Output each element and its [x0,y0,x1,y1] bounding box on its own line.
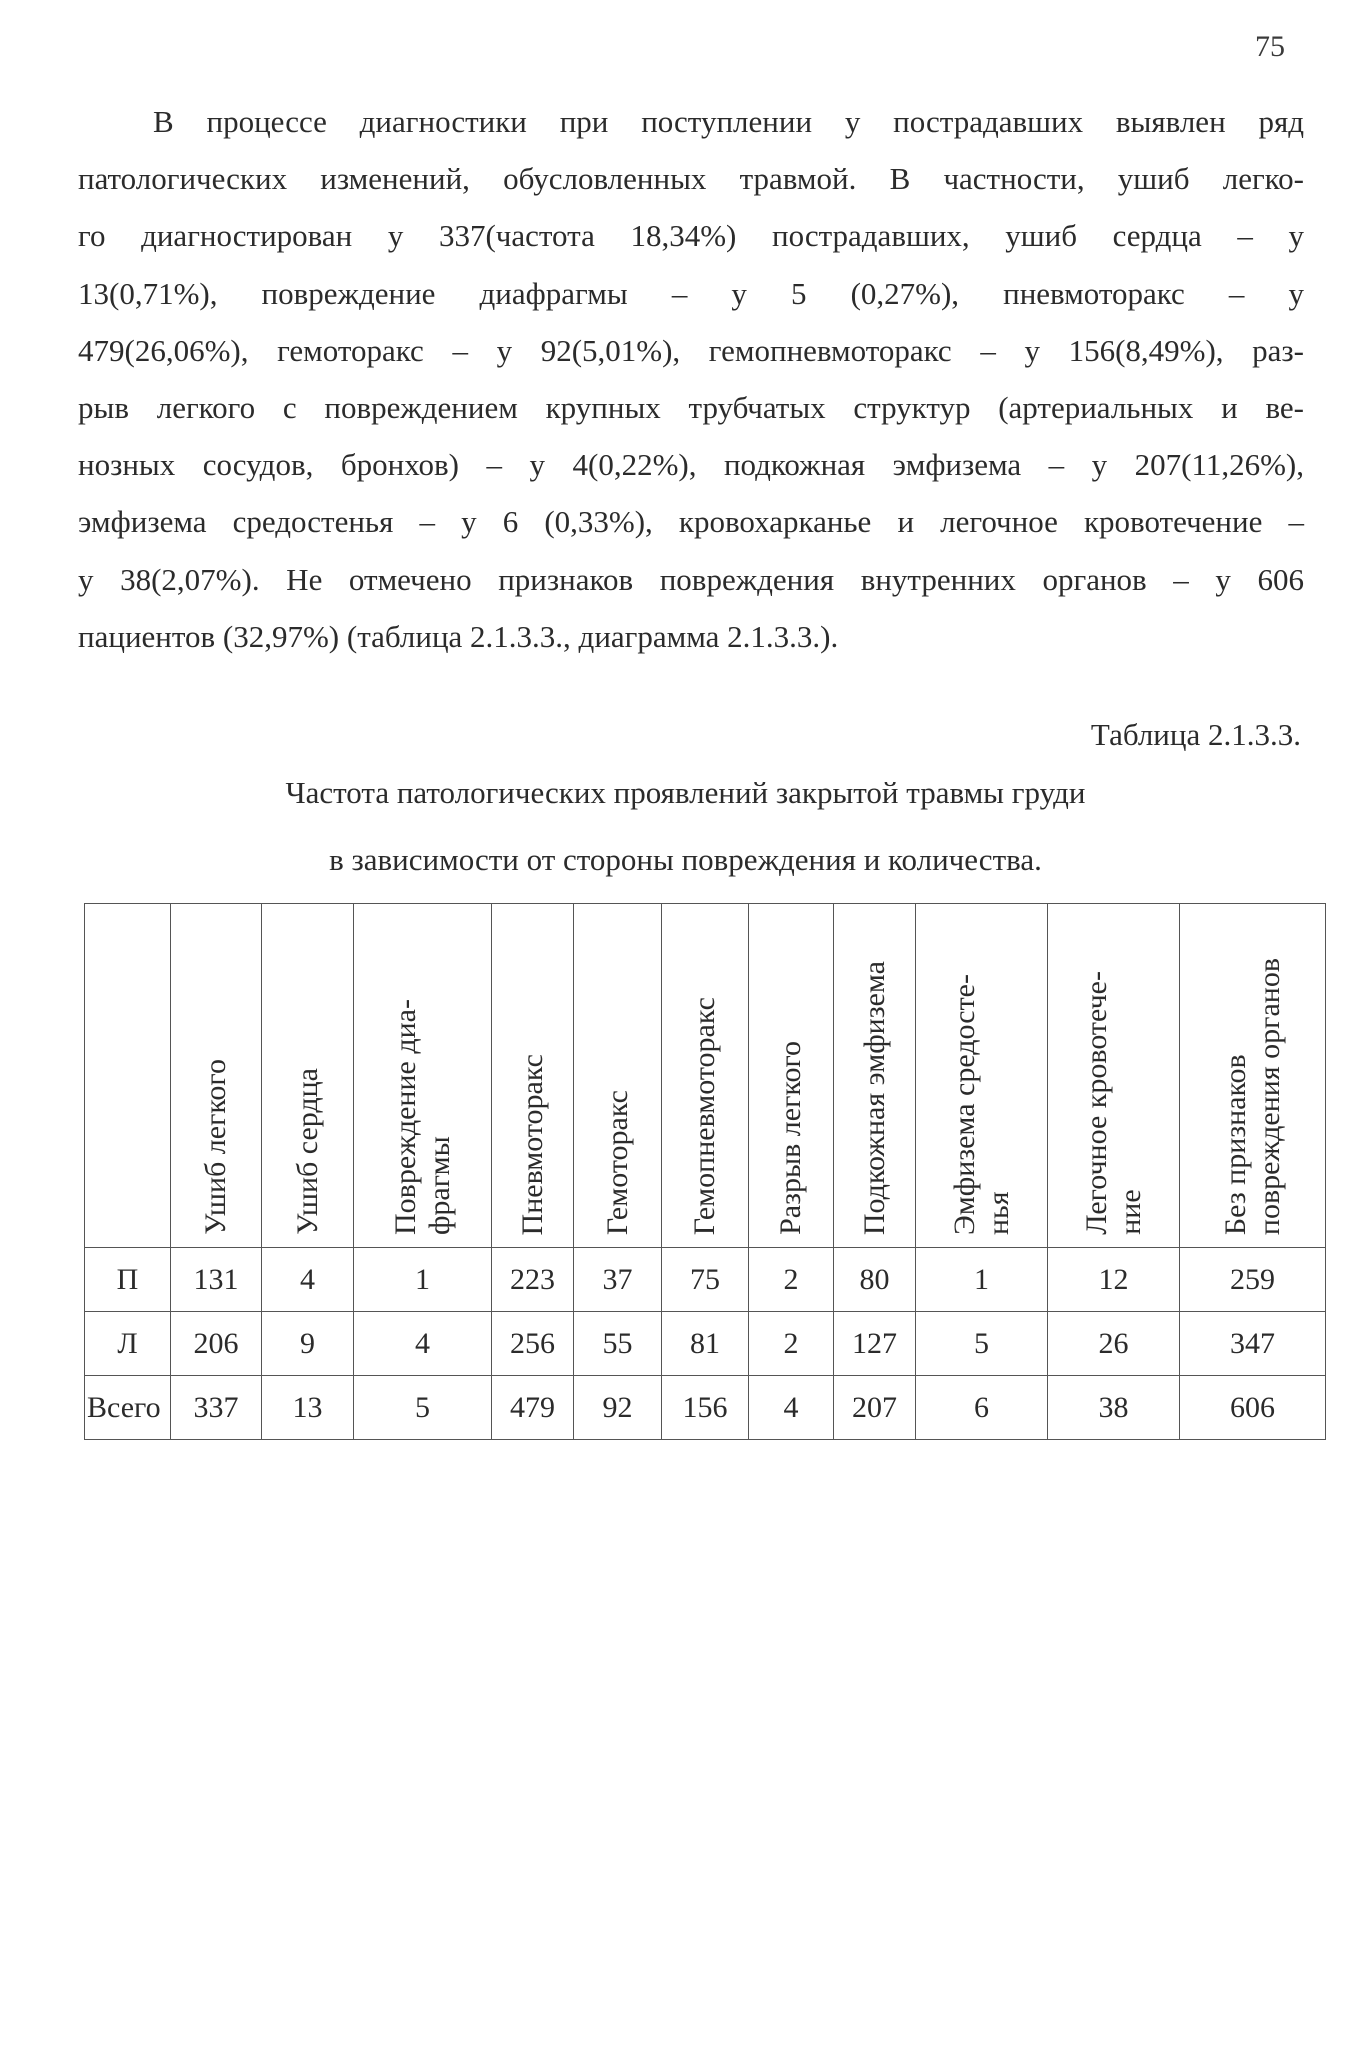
paragraph-line: эмфизема средостенья – у 6 (0,33%), кровохарканье и легочное кровотечение – [78,504,1304,540]
table-cell: 37 [574,1248,662,1312]
paragraph-line: нозных сосудов, бронхов) – у 4(0,22%), подкожная эмфизема – у 207(11,26%), [78,447,1304,483]
table-cell: 13 [262,1376,354,1440]
table-cell: 2 [749,1248,834,1312]
column-header-line: Подкожная эмфизема [857,960,891,1235]
column-header-line: Легочное кровотече- [1079,971,1113,1235]
column-header-line: нья [981,1191,1015,1235]
table-body [85,1248,1326,1440]
table-cell: 26 [1048,1312,1180,1376]
table-cell: 347 [1180,1312,1326,1376]
column-header-line: Повреждение диа- [388,998,422,1235]
table-cell: 131 [171,1248,262,1312]
column-header [749,904,834,1248]
column-header-text [688,997,722,1235]
column-header [662,904,749,1248]
column-header-line: Разрыв легкого [774,1041,807,1235]
column-header [916,904,1048,1248]
table-cell: 259 [1180,1248,1326,1312]
table-cell: 479 [492,1376,574,1440]
column-header-text [601,1090,635,1235]
table-cell: 2 [749,1312,834,1376]
table-cell: 1 [354,1248,492,1312]
column-header-line: Ушиб сердца [290,1068,324,1235]
table-cell: 12 [1048,1248,1180,1312]
table-cell: 223 [492,1248,574,1312]
column-header-line: Эмфизема средосте- [947,973,981,1235]
table-cell: 80 [834,1248,916,1312]
table-cell: 127 [834,1312,916,1376]
table-cell: 606 [1180,1376,1326,1440]
table-cell: 92 [574,1376,662,1440]
column-header [1180,904,1326,1248]
table-cell: 5 [916,1312,1048,1376]
table-cell: 75 [662,1248,749,1312]
column-header-line: ние [1113,1189,1147,1235]
table-cell: 4 [749,1376,834,1440]
column-header-line: Гемопневмоторакс [688,996,721,1235]
column-header [262,904,354,1248]
column-header-text [516,1054,550,1235]
paragraph-line: В процессе диагностики при поступлении у пострадавших выявлен ряд [153,104,1304,139]
paragraph-line: у 38(2,07%). Не отмечено признаков повреждения внутренних органов – у 606 [78,561,1304,597]
table-cell: 5 [354,1376,492,1440]
table-cell: 4 [262,1248,354,1312]
paragraph-line: пациентов (32,97%) (таблица 2.1.3.3., диаграмма 2.1.3.3.). [78,618,839,654]
table-header-row [85,904,1326,1248]
column-header-line: повреждения органов [1252,957,1286,1235]
column-header [1048,904,1180,1248]
table-cell: 55 [574,1312,662,1376]
paragraph-line: 13(0,71%), повреждение диафрагмы – у 5 (0,27%), пневмоторакс – у [78,275,1304,311]
column-header-text [858,961,892,1235]
table-label: Таблица 2.1.3.3. [1090,717,1301,752]
column-header [834,904,916,1248]
table-row [85,1376,1326,1440]
table-cell: 337 [171,1376,262,1440]
table-cell: 207 [834,1376,916,1440]
paragraph-line: патологических изменений, обусловленных травмой. В частности, ушиб легко- [78,161,1304,197]
page-number: 75 [1255,30,1285,63]
column-header-line: Гемоторакс [600,1089,634,1235]
table-cell: 81 [662,1312,749,1376]
column-header-line: Пневмоторакс [515,1053,549,1235]
body-paragraph [78,93,1304,665]
table-cell: 206 [171,1312,262,1376]
table-row [85,1248,1326,1312]
row-label: Л [85,1312,171,1376]
column-header-text [199,1059,233,1235]
table-cell: 156 [662,1376,749,1440]
table-header [85,904,1326,1248]
column-header-text [1080,971,1148,1235]
row-label: П [85,1248,171,1312]
column-header-line: фрагмы [422,1136,456,1235]
paragraph-line: 479(26,06%), гемоторакс – у 92(5,01%), гемопневмоторакс – у 156(8,49%), раз- [78,332,1304,368]
table-cell: 38 [1048,1376,1180,1440]
column-header-text [389,999,457,1235]
column-header [171,904,262,1248]
table-row [85,1312,1326,1376]
table-cell: 6 [916,1376,1048,1440]
table-cell: 4 [354,1312,492,1376]
column-header-line: Ушиб легкого [199,1059,232,1235]
paragraph-line: го диагностирован у 337(частота 18,34%) пострадавших, ушиб сердца – у [78,218,1304,254]
column-header [492,904,574,1248]
column-header-text [948,974,1016,1235]
table-cell: 1 [916,1248,1048,1312]
column-header-text [774,1041,808,1235]
column-header [574,904,662,1248]
table-title-line1: Частота патологических проявлений закрытой травмы груди [285,775,1086,810]
table-cell: 256 [492,1312,574,1376]
column-header-text [291,1068,325,1235]
column-header [354,904,492,1248]
data-table [84,903,1326,1440]
column-header-text [1219,958,1287,1235]
table-title-line2: в зависимости от стороны повреждения и количества. [329,842,1042,877]
column-header-line: Без признаков [1218,1054,1252,1235]
paragraph-line: рыв легкого с повреждением крупных трубчатых структур (артериальных и ве- [78,389,1304,425]
table-cell: 9 [262,1312,354,1376]
row-label: Всего [85,1376,171,1440]
table-corner-cell [85,904,171,1248]
